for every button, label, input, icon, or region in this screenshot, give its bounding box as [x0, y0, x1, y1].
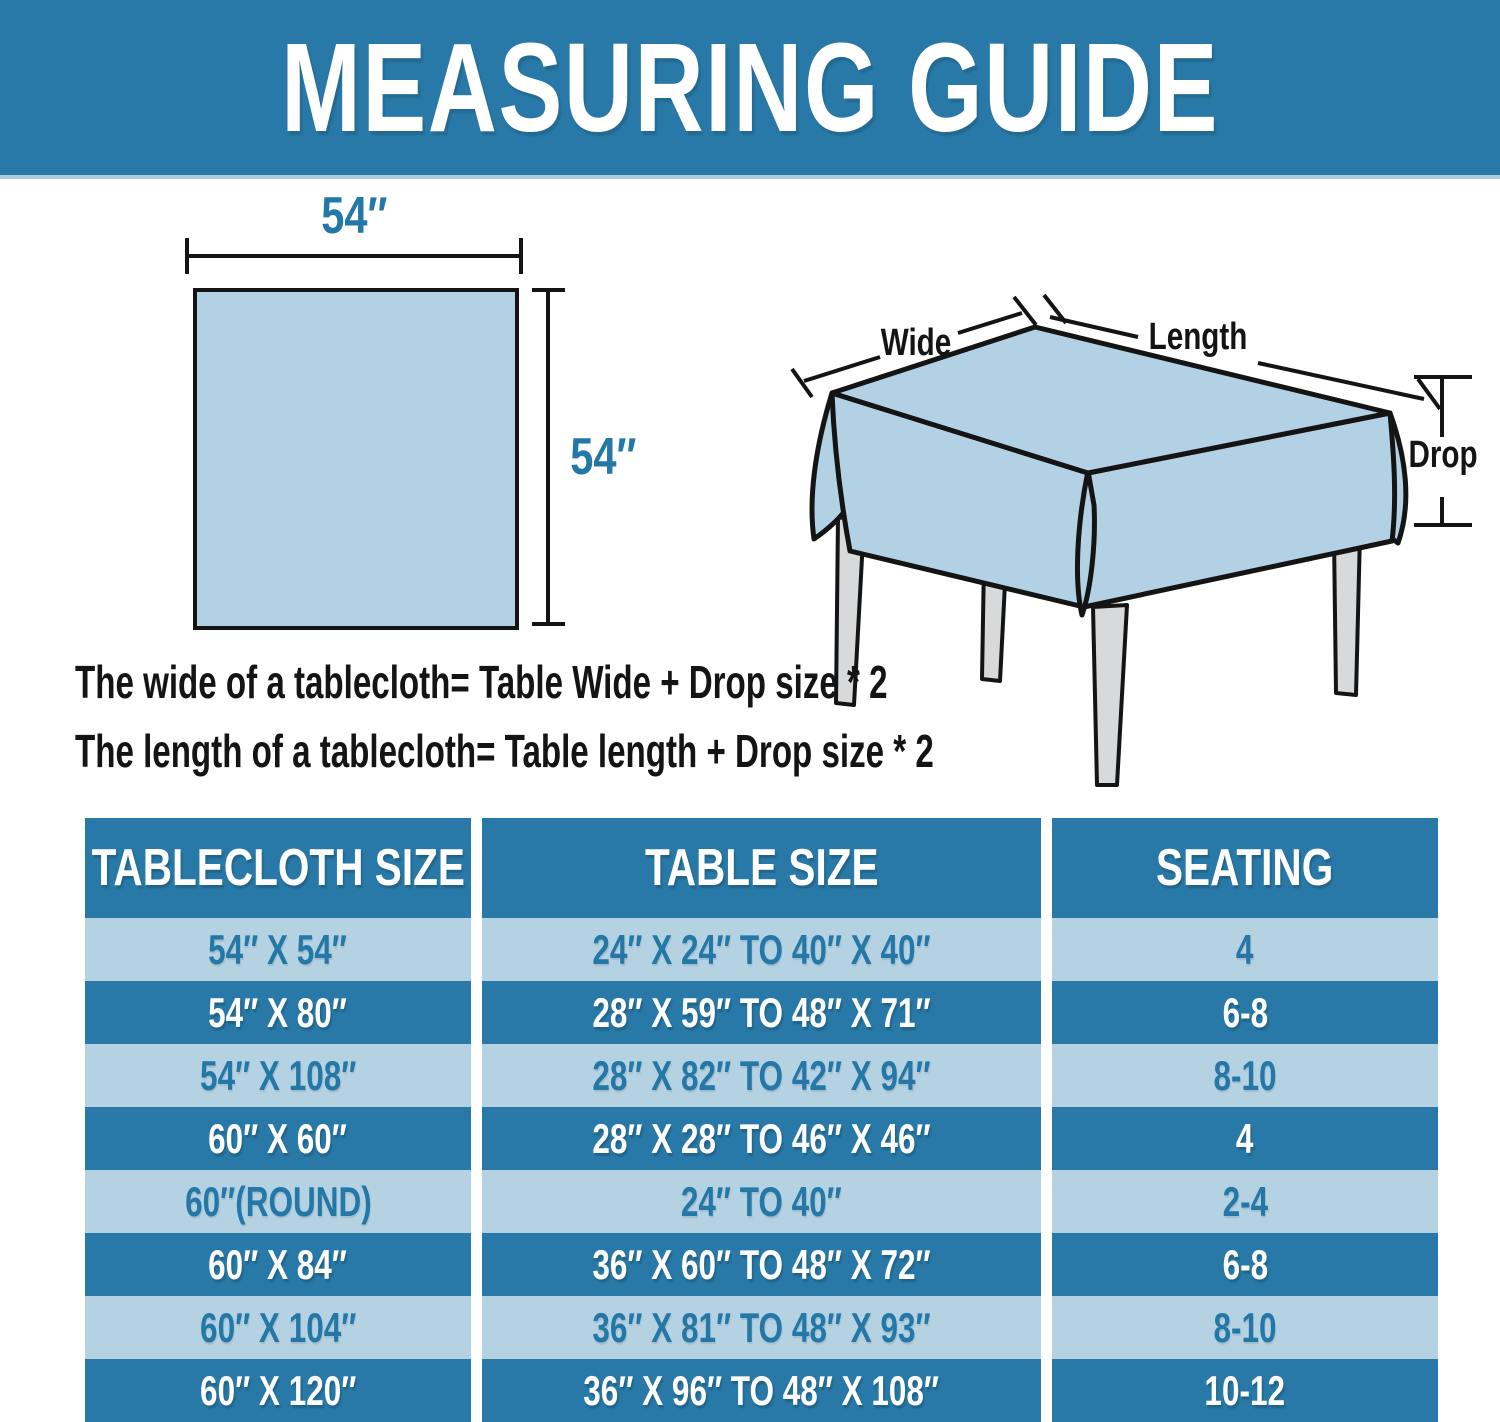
table-cell: 60″ X 104″ — [85, 1296, 471, 1359]
column-header-table-size: TABLE SIZE — [482, 818, 1041, 918]
table-cell: 54″ X 54″ — [85, 918, 471, 981]
table-cell: 36″ X 60″ TO 48″ X 72″ — [482, 1233, 1041, 1296]
dimension-tick — [1418, 379, 1440, 409]
column-header-tablecloth-size: TABLECLOTH SIZE — [85, 818, 471, 918]
formula-section — [75, 658, 1268, 796]
table-cell: 2-4 — [1052, 1170, 1438, 1233]
table-cell: 6-8 — [1052, 981, 1438, 1044]
table-cell: 4 — [1052, 918, 1438, 981]
table-cell: 28″ X 82″ TO 42″ X 94″ — [482, 1044, 1041, 1107]
table-cell: 28″ X 59″ TO 48″ X 71″ — [482, 981, 1041, 1044]
table-cell: 54″ X 80″ — [85, 981, 471, 1044]
table-cell: 36″ X 81″ TO 48″ X 93″ — [482, 1296, 1041, 1359]
table-cell: 6-8 — [1052, 1233, 1438, 1296]
height-dimension-label: 54″ — [570, 428, 637, 486]
table-cell: 28″ X 28″ TO 46″ X 46″ — [482, 1107, 1041, 1170]
wide-formula: The wide of a tablecloth= Table Wide + Drop size * 2 — [75, 656, 888, 708]
dimension-tick — [1014, 297, 1036, 325]
size-table — [85, 818, 1438, 1422]
tablecloth — [812, 327, 1406, 615]
dimension-tick — [519, 238, 523, 274]
dimension-line — [185, 254, 523, 258]
dimension-line — [546, 288, 550, 626]
wide-label: Wide — [880, 321, 952, 364]
table-cell: 24″ TO 40″ — [482, 1170, 1041, 1233]
table-cell: 60″ X 60″ — [85, 1107, 471, 1170]
length-label: Length — [1148, 315, 1248, 358]
header-banner — [0, 0, 1500, 179]
table-cell: 60″ X 84″ — [85, 1233, 471, 1296]
length-formula: The length of a tablecloth= Table length + Drop size * 2 — [75, 724, 934, 777]
table-cell: 8-10 — [1052, 1044, 1438, 1107]
dimension-tick — [792, 369, 812, 397]
width-dimension-line — [185, 187, 523, 280]
table-cell: 60″(ROUND) — [85, 1170, 471, 1233]
width-dimension-label: 54″ — [320, 187, 388, 245]
tablecloth-square-diagram — [193, 288, 519, 630]
page-title: MEASURING GUIDE — [281, 16, 1219, 158]
table-cell: 10-12 — [1052, 1359, 1438, 1422]
table-cell: 8-10 — [1052, 1296, 1438, 1359]
dimension-tick — [532, 622, 565, 626]
height-dimension-line — [532, 288, 642, 626]
table-cell: 60″ X 120″ — [85, 1359, 471, 1422]
table-cell: 4 — [1052, 1107, 1438, 1170]
table-cell: 24″ X 24″ TO 40″ X 40″ — [482, 918, 1041, 981]
table-cell: 36″ X 96″ TO 48″ X 108″ — [482, 1359, 1041, 1422]
table-cell: 54″ X 108″ — [85, 1044, 471, 1107]
table-leg — [1334, 534, 1360, 695]
column-header-seating: SEATING — [1052, 818, 1438, 918]
drop-label: Drop — [1408, 433, 1478, 476]
